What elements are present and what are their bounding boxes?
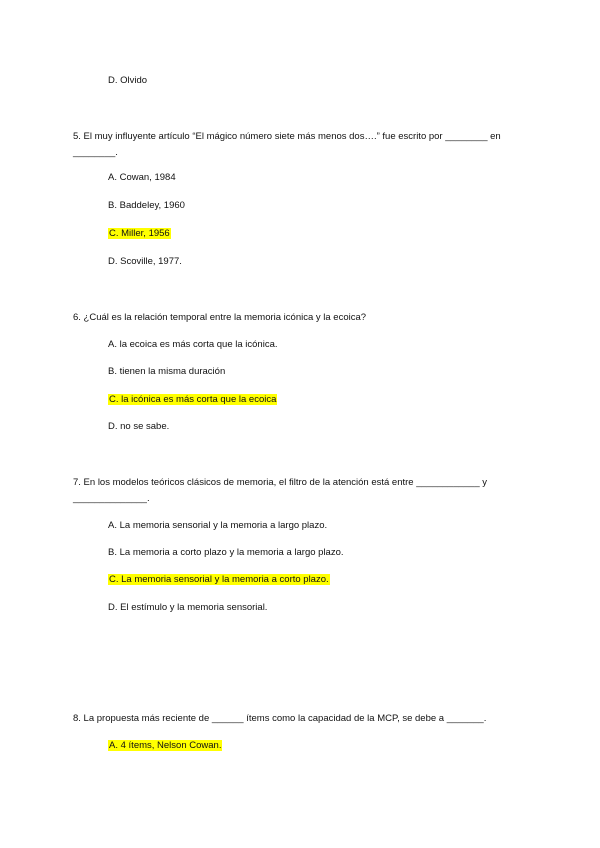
question-5-option-a: A. Cowan, 1984 <box>108 172 176 183</box>
question-6-option-d: D. no se sabe. <box>108 421 170 432</box>
question-7-text: 7. En los modelos teóricos clásicos de memoria, el filtro de la atención está entre ____________ y <box>73 477 488 488</box>
question-8-option-a-answer <box>108 740 222 752</box>
answer-highlight: C. Miller, 1956 <box>109 228 170 239</box>
question-7-option-d: D. El estímulo y la memoria sensorial. <box>108 602 268 613</box>
question-8-text: 8. La propuesta más reciente de ______ ítems como la capacidad de la MCP, se debe a _______. <box>73 713 487 724</box>
question-7-option-a: A. La memoria sensorial y la memoria a largo plazo. <box>108 520 328 531</box>
question-6-option-a: A. la ecoica es más corta que la icónica. <box>108 339 278 350</box>
question-5-option-b: B. Baddeley, 1960 <box>108 200 185 211</box>
answer-highlight: C. La memoria sensorial y la memoria a corto plazo. <box>109 574 329 585</box>
option-d-previous: D. Olvido <box>108 75 148 86</box>
question-6-text: 6. ¿Cuál es la relación temporal entre la memoria icónica y la ecoica? <box>73 312 367 323</box>
question-5-text: 5. El muy influyente artículo “El mágico número siete más menos dos….” fue escrito por ________ en <box>73 131 501 142</box>
question-5-text-continued: ________. <box>73 147 118 158</box>
question-6-option-c-answer <box>108 394 277 406</box>
question-7-option-b: B. La memoria a corto plazo y la memoria a largo plazo. <box>108 547 344 558</box>
question-7-option-c-answer <box>108 574 330 586</box>
question-5-option-d: D. Scoville, 1977. <box>108 256 182 267</box>
question-6-option-b: B. tienen la misma duración <box>108 366 226 377</box>
answer-highlight: C. la icónica es más corta que la ecoica <box>109 394 277 405</box>
question-7-text-continued: ______________. <box>73 493 150 504</box>
question-5-option-c-answer <box>108 228 171 240</box>
answer-highlight: A. 4 ítems, Nelson Cowan. <box>109 740 222 751</box>
